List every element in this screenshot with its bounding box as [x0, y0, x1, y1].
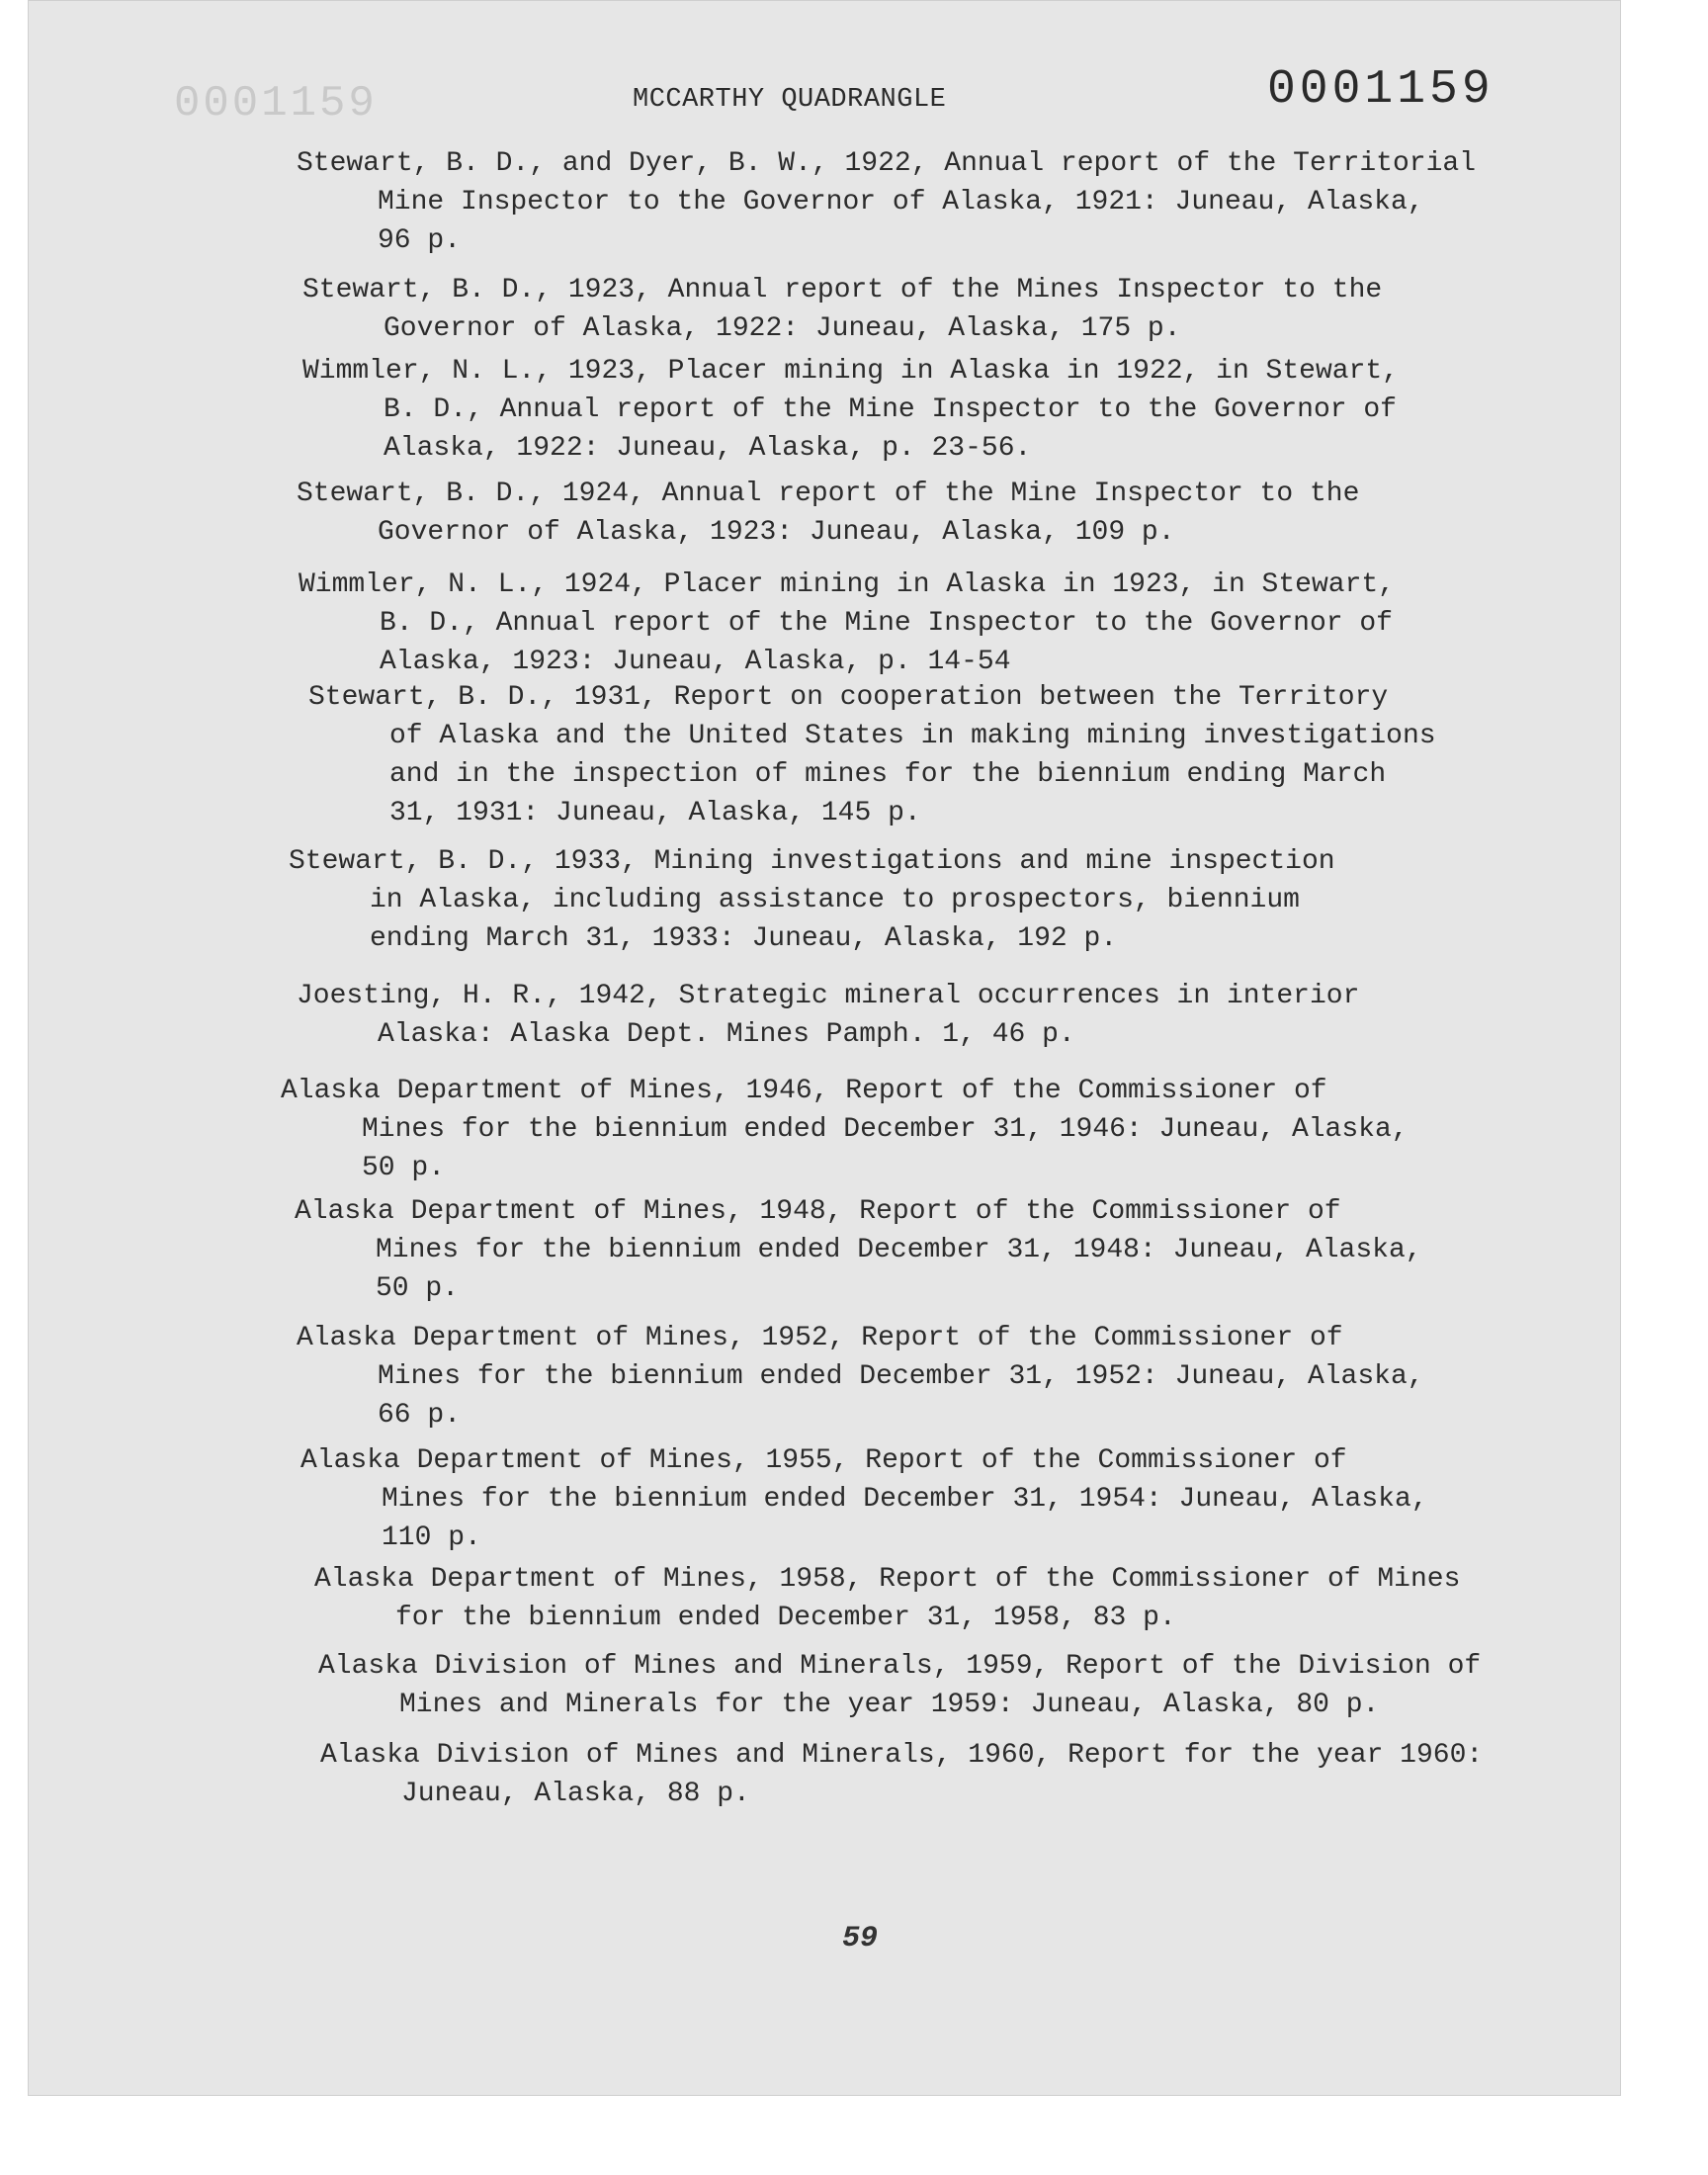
- reference-entry: Stewart, B. D., and Dyer, B. W., 1922, Annual report of the Territorial Mine Inspector to the Governor of Alaska, 1921: Juneau, Alaska, 96 p.: [297, 148, 1476, 256]
- reference-entry: Alaska Division of Mines and Minerals, 1959, Report of the Division of Mines and Minerals for the year 1959: Juneau, Alaska, 80 p.: [318, 1651, 1482, 1720]
- reference-entry: Wimmler, N. L., 1924, Placer mining in Alaska in 1923, in Stewart, B. D., Annual report of the Mine Inspector to the Governor of Alaska, 1923: Juneau, Alaska, p. 14-54: [299, 569, 1395, 677]
- reference-entry: Stewart, B. D., 1924, Annual report of the Mine Inspector to the Governor of Alaska, 1923: Juneau, Alaska, 109 p.: [297, 478, 1360, 548]
- reference-entry: Wimmler, N. L., 1923, Placer mining in Alaska in 1922, in Stewart, B. D., Annual report of the Mine Inspector to the Governor of Alaska, 1922: Juneau, Alaska, p. 23-56.: [302, 356, 1399, 464]
- page-number: 59: [842, 1922, 879, 1956]
- document-number: 0001159: [1267, 63, 1494, 117]
- reference-entry: Alaska Department of Mines, 1946, Report of the Commissioner of Mines for the biennium ended December 31, 1946: Juneau, Alaska, 50 p.: [281, 1076, 1409, 1183]
- document-page: [28, 0, 1621, 2096]
- bleed-through-stamp: 0001159: [174, 79, 378, 129]
- reference-entry: Alaska Department of Mines, 1958, Report of the Commissioner of Mines for the biennium ended December 31, 1958, 83 p.: [314, 1564, 1461, 1633]
- reference-entry: Stewart, B. D., 1933, Mining investigations and mine inspection in Alaska, including assistance to prospectors, biennium ending March 31, 1933: Juneau, Alaska, 192 p.: [289, 846, 1335, 954]
- reference-entry: Alaska Department of Mines, 1952, Report of the Commissioner of Mines for the biennium ended December 31, 1952: Juneau, Alaska, 66 p.: [297, 1323, 1424, 1431]
- reference-entry: Alaska Department of Mines, 1955, Report of the Commissioner of Mines for the biennium ended December 31, 1954: Juneau, Alaska, 110 p.: [300, 1445, 1428, 1553]
- reference-entry: Stewart, B. D., 1931, Report on cooperation between the Territory of Alaska and the United States in making mining investigations and in the inspection of mines for the biennium ending March 31, 1931: Juneau, Alaska, 145 p.: [308, 682, 1436, 828]
- reference-entry: Alaska Department of Mines, 1948, Report of the Commissioner of Mines for the biennium ended December 31, 1948: Juneau, Alaska, 50 p.: [295, 1196, 1422, 1304]
- reference-entry: Stewart, B. D., 1923, Annual report of the Mines Inspector to the Governor of Alaska, 1922: Juneau, Alaska, 175 p.: [302, 275, 1383, 344]
- reference-entry: Joesting, H. R., 1942, Strategic mineral occurrences in interior Alaska: Alaska Dept. Mines Pamph. 1, 46 p.: [297, 981, 1360, 1050]
- reference-entry: Alaska Division of Mines and Minerals, 1960, Report for the year 1960: Juneau, Alaska, 88 p.: [320, 1740, 1484, 1809]
- page-title: MCCARTHY QUADRANGLE: [633, 85, 947, 115]
